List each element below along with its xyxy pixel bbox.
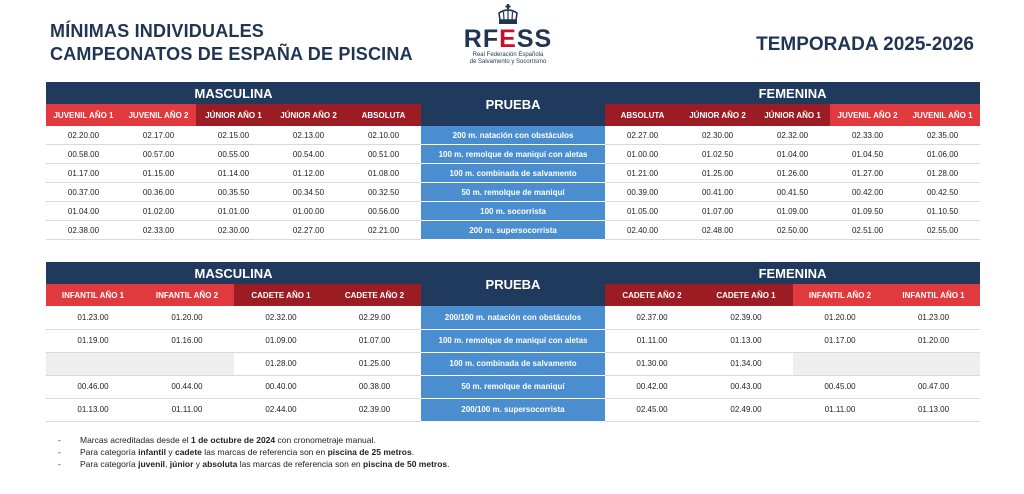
table-row xyxy=(46,352,980,375)
time-cell: 01.13.00 xyxy=(887,398,980,421)
time-cell: 02.30.00 xyxy=(196,221,271,240)
event-cell: 200/100 m. supersocorrista xyxy=(421,398,605,421)
time-cell: 01.25.00 xyxy=(328,352,421,375)
time-cell: 01.02.00 xyxy=(121,202,196,221)
time-cell: 01.15.00 xyxy=(121,164,196,183)
empty-cell xyxy=(140,352,234,375)
col-header-fem: JÚNIOR AÑO 2 xyxy=(680,104,755,126)
time-cell: 02.33.00 xyxy=(830,126,905,145)
time-cell: 00.36.00 xyxy=(121,183,196,202)
time-cell: 02.51.00 xyxy=(830,221,905,240)
event-cell: 200 m. supersocorrista xyxy=(421,221,605,240)
time-cell: 01.17.00 xyxy=(46,164,121,183)
time-cell: 00.42.00 xyxy=(605,375,699,398)
event-cell: 100 m. combinada de salvamento xyxy=(421,164,605,183)
title-line-2: CAMPEONATOS DE ESPAÑA DE PISCINA xyxy=(50,44,413,64)
time-cell: 02.39.00 xyxy=(699,306,793,329)
time-cell: 02.27.00 xyxy=(271,221,346,240)
time-cell: 01.10.50 xyxy=(905,202,980,221)
time-cell: 02.32.00 xyxy=(234,306,328,329)
table-row xyxy=(46,329,980,352)
col-header-fem: INFANTIL AÑO 1 xyxy=(887,284,980,306)
logo-wordmark: RFESS xyxy=(463,25,553,53)
time-cell: 01.23.00 xyxy=(887,306,980,329)
page-title xyxy=(50,20,413,66)
prueba-header: PRUEBA xyxy=(421,262,605,306)
time-cell: 00.45.00 xyxy=(793,375,887,398)
time-cell: 01.13.00 xyxy=(46,398,140,421)
minimas-table-juvenil-junior-absoluta xyxy=(46,82,980,240)
time-cell: 01.28.00 xyxy=(234,352,328,375)
event-cell: 100 m. combinada de salvamento xyxy=(421,352,605,375)
time-cell: 02.38.00 xyxy=(46,221,121,240)
event-cell: 200 m. natación con obstáculos xyxy=(421,126,605,145)
time-cell: 02.20.00 xyxy=(46,126,121,145)
empty-cell xyxy=(46,352,140,375)
time-cell: 01.08.00 xyxy=(346,164,421,183)
time-cell: 01.07.00 xyxy=(328,329,421,352)
time-cell: 01.20.00 xyxy=(793,306,887,329)
time-cell: 02.45.00 xyxy=(605,398,699,421)
masculina-header: MASCULINA xyxy=(46,82,421,104)
time-cell: 02.21.00 xyxy=(346,221,421,240)
time-cell: 01.07.00 xyxy=(680,202,755,221)
table-row xyxy=(46,183,980,202)
time-cell: 02.30.00 xyxy=(680,126,755,145)
time-cell: 00.37.00 xyxy=(46,183,121,202)
time-cell: 01.00.00 xyxy=(605,145,680,164)
time-cell: 01.34.00 xyxy=(699,352,793,375)
event-cell: 100 m. socorrista xyxy=(421,202,605,221)
col-header-fem: INFANTIL AÑO 2 xyxy=(793,284,887,306)
table-row xyxy=(46,145,980,164)
time-cell: 02.39.00 xyxy=(328,398,421,421)
time-cell: 02.10.00 xyxy=(346,126,421,145)
time-cell: 01.20.00 xyxy=(887,329,980,352)
time-cell: 02.37.00 xyxy=(605,306,699,329)
time-cell: 02.33.00 xyxy=(121,221,196,240)
col-header-masc: CADETE AÑO 1 xyxy=(234,284,328,306)
time-cell: 01.09.00 xyxy=(234,329,328,352)
time-cell: 00.51.00 xyxy=(346,145,421,164)
time-cell: 00.44.00 xyxy=(140,375,234,398)
time-cell: 01.04.50 xyxy=(830,145,905,164)
time-cell: 00.58.00 xyxy=(46,145,121,164)
time-cell: 01.11.00 xyxy=(605,329,699,352)
table-row xyxy=(46,126,980,145)
time-cell: 01.00.00 xyxy=(271,202,346,221)
col-header-masc: JUVENIL AÑO 1 xyxy=(46,104,121,126)
time-cell: 00.57.00 xyxy=(121,145,196,164)
time-cell: 00.40.00 xyxy=(234,375,328,398)
time-cell: 02.55.00 xyxy=(905,221,980,240)
time-cell: 00.54.00 xyxy=(271,145,346,164)
time-cell: 01.20.00 xyxy=(140,306,234,329)
title-line-1: MÍNIMAS INDIVIDUALES xyxy=(50,21,265,41)
time-cell: 01.02.50 xyxy=(680,145,755,164)
time-cell: 01.04.00 xyxy=(46,202,121,221)
footnotes xyxy=(58,434,450,470)
season-label: TEMPORADA 2025-2026 xyxy=(756,34,974,55)
footnote-3: - Para categoría juvenil, júnior y absoluta las marcas de referencia son en piscina de 50 metros. xyxy=(58,458,450,470)
time-cell: 02.15.00 xyxy=(196,126,271,145)
time-cell: 00.42.00 xyxy=(830,183,905,202)
time-cell: 01.28.00 xyxy=(905,164,980,183)
time-cell: 01.26.00 xyxy=(755,164,830,183)
time-cell: 02.40.00 xyxy=(605,221,680,240)
col-header-fem: JUVENIL AÑO 2 xyxy=(830,104,905,126)
time-cell: 01.01.00 xyxy=(196,202,271,221)
time-cell: 00.47.00 xyxy=(887,375,980,398)
empty-cell xyxy=(793,352,887,375)
femenina-header: FEMENINA xyxy=(605,262,980,284)
table-row xyxy=(46,306,980,329)
time-cell: 02.44.00 xyxy=(234,398,328,421)
time-cell: 01.13.00 xyxy=(699,329,793,352)
time-cell: 02.29.00 xyxy=(328,306,421,329)
time-cell: 01.06.00 xyxy=(905,145,980,164)
prueba-header: PRUEBA xyxy=(421,82,605,126)
time-cell: 02.49.00 xyxy=(699,398,793,421)
table-row xyxy=(46,164,980,183)
time-cell: 02.13.00 xyxy=(271,126,346,145)
time-cell: 01.16.00 xyxy=(140,329,234,352)
time-cell: 00.42.50 xyxy=(905,183,980,202)
event-cell: 100 m. remolque de maniquí con aletas xyxy=(421,145,605,164)
footnote-1: - Marcas acreditadas desde el 1 de octubre de 2024 con cronometraje manual. xyxy=(58,434,450,446)
empty-cell xyxy=(887,352,980,375)
time-cell: 00.35.50 xyxy=(196,183,271,202)
time-cell: 01.17.00 xyxy=(793,329,887,352)
col-header-masc: JÚNIOR AÑO 1 xyxy=(196,104,271,126)
rfess-logo xyxy=(458,4,558,66)
col-header-masc: ABSOLUTA xyxy=(346,104,421,126)
col-header-masc: JUVENIL AÑO 2 xyxy=(121,104,196,126)
col-header-masc: INFANTIL AÑO 2 xyxy=(140,284,234,306)
time-cell: 00.32.50 xyxy=(346,183,421,202)
time-cell: 00.38.00 xyxy=(328,375,421,398)
time-cell: 01.23.00 xyxy=(46,306,140,329)
col-header-masc: JÚNIOR AÑO 2 xyxy=(271,104,346,126)
time-cell: 00.56.00 xyxy=(346,202,421,221)
crown-icon xyxy=(496,4,520,26)
event-cell: 50 m. remolque de maniquí xyxy=(421,375,605,398)
time-cell: 00.46.00 xyxy=(46,375,140,398)
col-header-fem: CADETE AÑO 2 xyxy=(605,284,699,306)
time-cell: 01.09.00 xyxy=(755,202,830,221)
minimas-table-infantil-cadete xyxy=(46,262,980,422)
time-cell: 01.25.00 xyxy=(680,164,755,183)
col-header-fem: ABSOLUTA xyxy=(605,104,680,126)
time-cell: 02.35.00 xyxy=(905,126,980,145)
time-cell: 00.39.00 xyxy=(605,183,680,202)
time-cell: 01.19.00 xyxy=(46,329,140,352)
time-cell: 01.11.00 xyxy=(793,398,887,421)
time-cell: 00.41.50 xyxy=(755,183,830,202)
col-header-fem: JÚNIOR AÑO 1 xyxy=(755,104,830,126)
col-header-fem: CADETE AÑO 1 xyxy=(699,284,793,306)
femenina-header: FEMENINA xyxy=(605,82,980,104)
event-cell: 50 m. remolque de maniquí xyxy=(421,183,605,202)
time-cell: 01.09.50 xyxy=(830,202,905,221)
table-row xyxy=(46,375,980,398)
time-cell: 02.32.00 xyxy=(755,126,830,145)
time-cell: 02.17.00 xyxy=(121,126,196,145)
time-cell: 01.04.00 xyxy=(755,145,830,164)
event-cell: 100 m. remolque de maniquí con aletas xyxy=(421,329,605,352)
col-header-masc: CADETE AÑO 2 xyxy=(328,284,421,306)
time-cell: 01.27.00 xyxy=(830,164,905,183)
time-cell: 01.05.00 xyxy=(605,202,680,221)
logo-subtitle-2: de Salvamento y Socorrismo xyxy=(469,59,547,65)
time-cell: 02.48.00 xyxy=(680,221,755,240)
time-cell: 01.21.00 xyxy=(605,164,680,183)
logo-e-letter: E xyxy=(499,25,517,53)
time-cell: 02.27.00 xyxy=(605,126,680,145)
masculina-header: MASCULINA xyxy=(46,262,421,284)
table-row xyxy=(46,202,980,221)
col-header-fem: JUVENIL AÑO 1 xyxy=(905,104,980,126)
time-cell: 00.55.00 xyxy=(196,145,271,164)
time-cell: 01.12.00 xyxy=(271,164,346,183)
time-cell: 01.14.00 xyxy=(196,164,271,183)
time-cell: 00.34.50 xyxy=(271,183,346,202)
time-cell: 01.30.00 xyxy=(605,352,699,375)
time-cell: 02.50.00 xyxy=(755,221,830,240)
col-header-masc: INFANTIL AÑO 1 xyxy=(46,284,140,306)
time-cell: 00.41.00 xyxy=(680,183,755,202)
table-row xyxy=(46,398,980,421)
logo-subtitle-1: Real Federación Española xyxy=(472,52,544,58)
time-cell: 01.11.00 xyxy=(140,398,234,421)
footnote-2: - Para categoría infantil y cadete las marcas de referencia son en piscina de 25 metros. xyxy=(58,446,450,458)
event-cell: 200/100 m. natación con obstáculos xyxy=(421,306,605,329)
table-row xyxy=(46,221,980,240)
time-cell: 00.43.00 xyxy=(699,375,793,398)
